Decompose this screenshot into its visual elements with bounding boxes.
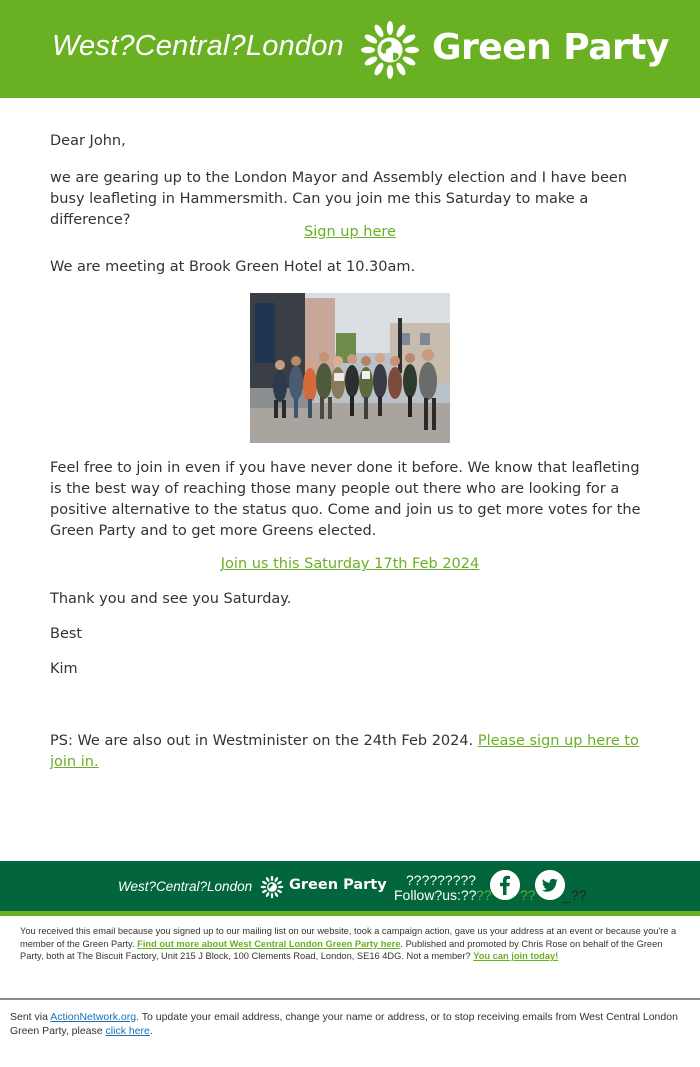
footer-party-name: Green Party	[289, 877, 387, 893]
facebook-icon[interactable]	[490, 870, 520, 900]
footer-org-name: West?Central?London	[118, 879, 253, 894]
sent-via-middle: . To update your email address, change your name or address, or to stop receiving emails from West Central London Green Party, please	[10, 1011, 678, 1037]
closing-text: Best	[50, 626, 83, 642]
sent-via-text	[10, 1010, 680, 1038]
join-saturday-link[interactable]: Join us this Saturday 17th Feb 2024	[220, 556, 480, 572]
ps-text: PS: We are also out in Westminister on the 24th Feb 2024.	[50, 733, 474, 749]
footer-separator-1: ??	[476, 887, 492, 903]
footer-stripe	[0, 911, 700, 916]
footer-logo-icon	[259, 875, 285, 899]
sent-via-prefix: Sent via	[10, 1011, 48, 1023]
encouragement-paragraph: Feel free to join in even if you have never done it before. We know that leafleting is the best way of reaching those many people out there who are looking for a positive alternative to the status quo. Come and join us to get more votes for the Green Party and to get more Greens elected.	[50, 460, 641, 539]
sent-via-suffix: .	[149, 1025, 153, 1037]
sign-up-link[interactable]: Sign up here	[304, 224, 396, 240]
meeting-text: We are meeting at Brook Green Hotel at 10.30am.	[50, 259, 416, 275]
email-header	[0, 0, 700, 98]
footer-separator-2: ??	[520, 887, 536, 903]
find-out-more-link[interactable]: Find out more about West Central London Green Party here	[137, 938, 401, 949]
twitter-icon[interactable]	[535, 870, 565, 900]
header-party-name: Green Party	[432, 27, 669, 68]
footer-divider	[0, 998, 700, 1000]
follow-us-label: Follow?us:??	[394, 887, 477, 903]
thanks-text: Thank you and see you Saturday.	[50, 591, 292, 607]
header-org-name: West?Central?London	[52, 30, 344, 62]
join-today-link[interactable]: You can join today!	[473, 951, 559, 962]
signature: Kim	[50, 661, 78, 677]
actionnetwork-link[interactable]: ActionNetwork.org	[50, 1011, 137, 1023]
disclaimer-text	[20, 925, 682, 963]
earth-flower-logo-icon	[357, 20, 423, 80]
group-photo	[250, 293, 450, 443]
footer-question-marks: ?????????	[406, 872, 477, 888]
greeting: Dear John,	[50, 133, 126, 149]
disclaimer-part-1: You received this email because you signed up to our mailing list on our website, took a campaign action, gave us your address at an event or because you're a member of the Green Party.	[20, 926, 677, 949]
ps-signup-link[interactable]: Please sign up here to join in.	[50, 733, 639, 770]
click-here-link[interactable]: click here	[105, 1025, 150, 1037]
footer-separator-3: _??	[563, 887, 587, 903]
ps-paragraph	[50, 731, 650, 773]
intro-paragraph: we are gearing up to the London Mayor and Assembly election and I have been busy leafleting in Hammersmith. Can you join me this Saturday to make a difference?	[50, 170, 628, 228]
footer-band	[0, 861, 700, 911]
disclaimer-part-2: . Published and promoted by Chris Rose on behalf of the Green Party, both at The Biscuit Factory, Unit 215 J Block, 100 Clements Road, London, SE16 4DG. Not a member?	[20, 938, 663, 962]
